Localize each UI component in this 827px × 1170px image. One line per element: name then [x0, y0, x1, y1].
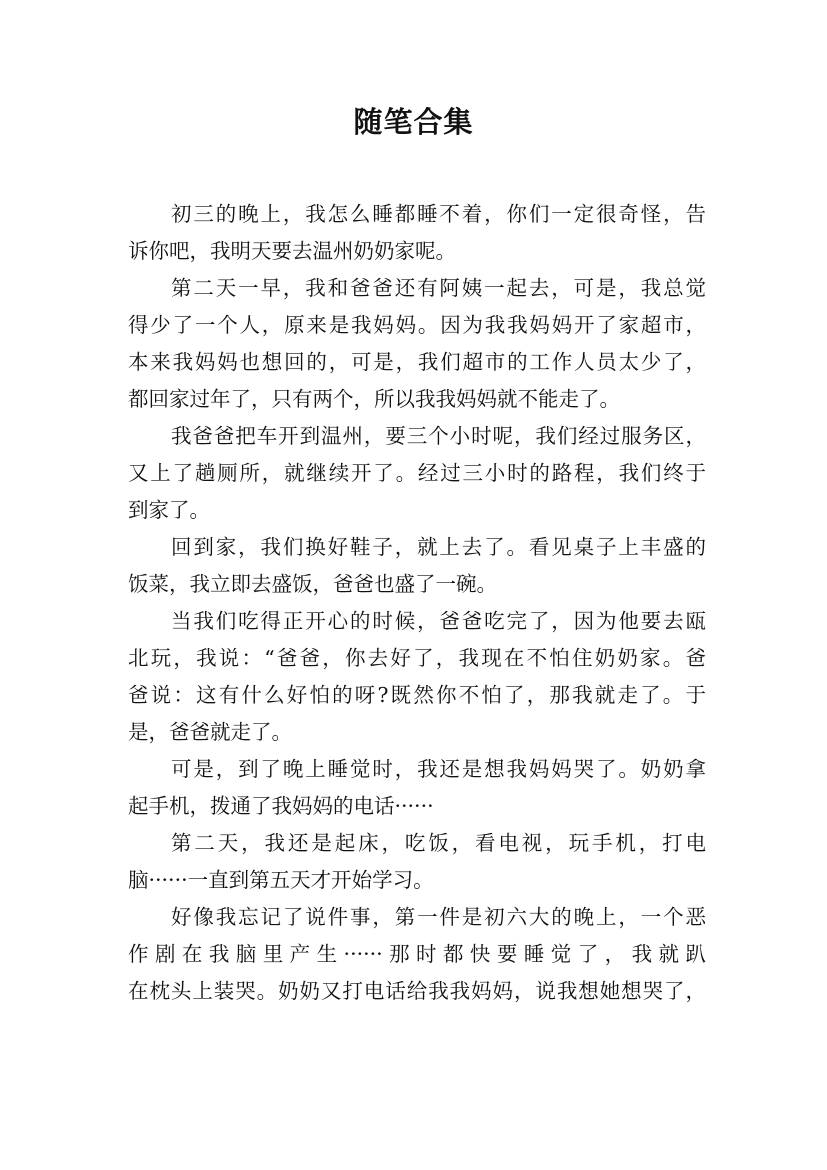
text-line: 好像我忘记了说件事，第一件是初六大的晚上，一个恶 [171, 905, 706, 929]
text-line: 都回家过年了，只有两个，所以我我妈妈就不能走了。 [128, 387, 620, 411]
text-line: 起手机，拨通了我妈妈的电话······ [128, 794, 434, 818]
text-line: 在枕头上装哭。奶奶又打电话给我我妈妈，说我想她想哭了， [128, 979, 706, 1003]
document-title: 随笔合集 [353, 105, 474, 139]
text-line: 是，爸爸就走了。 [128, 720, 292, 744]
text-line: 北玩，我说：“爸爸，你去好了，我现在不怕住奶奶家。爸 [128, 646, 706, 670]
text-line: 到家了。 [128, 498, 210, 522]
text-line: 诉你吧，我明天要去温州奶奶家呢。 [128, 239, 456, 263]
text-line: 可是，到了晚上睡觉时，我还是想我妈妈哭了。奶奶拿 [171, 757, 706, 781]
text-line: 又上了趟厕所，就继续开了。经过三小时的路程，我们终于 [128, 461, 706, 485]
text-line: 饭菜，我立即去盛饭，爸爸也盛了一碗。 [128, 572, 497, 596]
text-line: 脑······一直到第五天才开始学习。 [128, 868, 434, 892]
text-line: 爸说：这有什么好怕的呀?既然你不怕了，那我就走了。于 [128, 683, 706, 707]
text-line: 第二天一早，我和爸爸还有阿姨一起去，可是，我总觉 [171, 276, 706, 300]
text-line: 我爸爸把车开到温州，要三个小时呢，我们经过服务区， [171, 424, 706, 448]
text-line: 作剧在我脑里产生······那时都快要睡觉了，我就趴 [128, 942, 706, 966]
text-line: 第二天，我还是起床，吃饭，看电视，玩手机，打电 [171, 831, 706, 855]
text-line: 初三的晚上，我怎么睡都睡不着，你们一定很奇怪，告 [171, 202, 706, 226]
document-body [128, 196, 706, 1010]
text-line: 回到家，我们换好鞋子，就上去了。看见桌子上丰盛的 [171, 535, 706, 559]
text-line: 得少了一个人，原来是我妈妈。因为我我妈妈开了家超市， [128, 313, 706, 337]
text-line: 当我们吃得正开心的时候，爸爸吃完了，因为他要去瓯 [171, 609, 706, 633]
text-line: 本来我妈妈也想回的，可是，我们超市的工作人员太少了， [128, 350, 706, 374]
